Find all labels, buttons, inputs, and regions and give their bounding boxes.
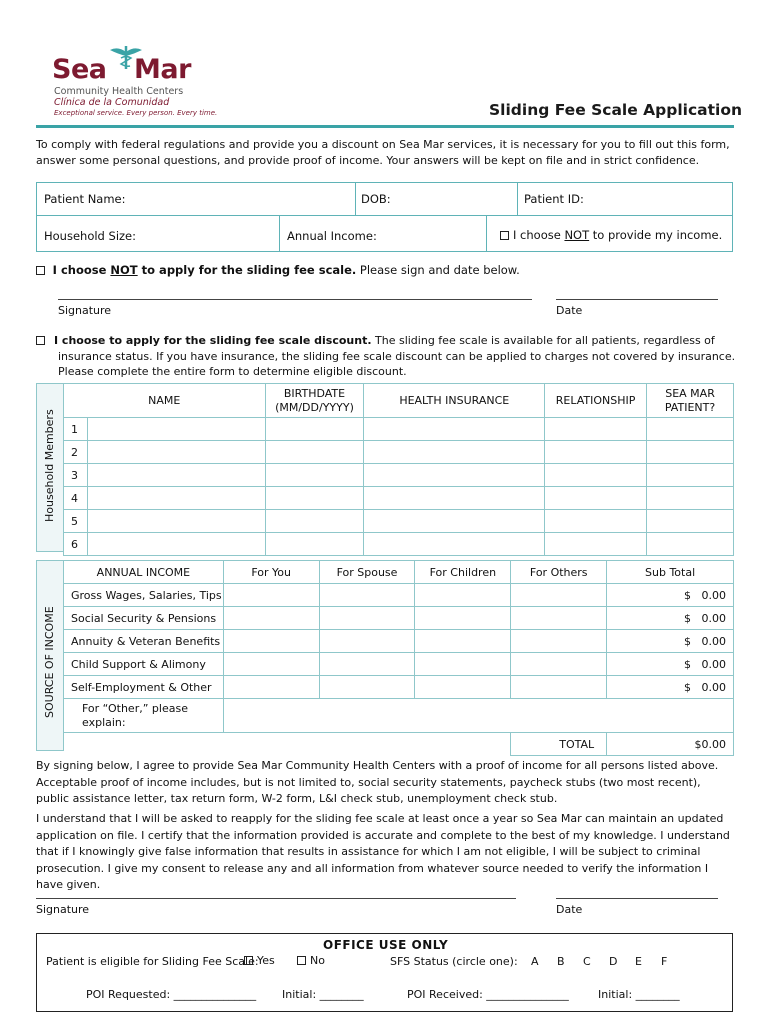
household-size-field[interactable]: Household Size:: [44, 229, 136, 243]
eligible-no-option[interactable]: [297, 954, 325, 967]
no-income-option[interactable]: [500, 228, 722, 242]
income-label: Social Security & Pensions: [64, 607, 224, 630]
sfs-option-e[interactable]: E: [635, 955, 642, 968]
birthdate-cell[interactable]: [265, 533, 364, 556]
subtotal-cell: [607, 653, 734, 676]
for-others-cell[interactable]: [511, 584, 607, 607]
total-value: $0.00: [607, 733, 734, 756]
name-cell[interactable]: [87, 533, 265, 556]
household-header-row: [64, 384, 734, 418]
total-spacer: [64, 733, 511, 756]
relationship-cell[interactable]: [545, 510, 647, 533]
patient-cell[interactable]: [647, 487, 734, 510]
for-children-cell[interactable]: [415, 676, 511, 699]
final-signature-label: Signature: [36, 903, 90, 916]
patient-box-divider: [37, 215, 732, 216]
logo-word-mar: Mar: [134, 54, 191, 85]
name-cell[interactable]: [87, 441, 265, 464]
insurance-cell[interactable]: [364, 510, 545, 533]
divider: [279, 215, 280, 251]
other-explain-row: [64, 699, 734, 733]
relationship-cell[interactable]: [545, 487, 647, 510]
title-rule: [36, 125, 734, 128]
poi-requested-field[interactable]: POI Requested: _______________: [86, 988, 257, 1001]
header-for-others: For Others: [511, 561, 607, 584]
for-spouse-cell[interactable]: [319, 630, 415, 653]
patient-name-field[interactable]: Patient Name:: [44, 192, 126, 206]
income-table: [63, 560, 734, 756]
currency-sign: $: [684, 634, 691, 648]
relationship-cell[interactable]: [545, 441, 647, 464]
subtotal-cell: [607, 584, 734, 607]
no-checkbox[interactable]: [297, 956, 306, 965]
subtotal-cell: [607, 607, 734, 630]
annual-income-field[interactable]: Annual Income:: [287, 229, 377, 243]
poi-received-field[interactable]: POI Received: _______________: [407, 988, 569, 1001]
patient-cell[interactable]: [647, 510, 734, 533]
no-income-text-post: to provide my income.: [589, 228, 723, 242]
header-health-insurance: HEALTH INSURANCE: [364, 384, 545, 418]
opt-out-rest: Please sign and date below.: [356, 263, 520, 277]
for-you-cell[interactable]: [223, 676, 319, 699]
table-row: [64, 441, 734, 464]
opt-in-option[interactable]: [36, 333, 736, 380]
for-spouse-cell[interactable]: [319, 584, 415, 607]
for-you-cell[interactable]: [223, 653, 319, 676]
opt-in-bold: I choose to apply for the sliding fee scale discount.: [54, 334, 372, 347]
row-number: 5: [64, 510, 88, 533]
header-name: NAME: [64, 384, 266, 418]
office-use-box: [36, 933, 733, 1012]
subtotal-cell: [607, 630, 734, 653]
insurance-cell[interactable]: [364, 441, 545, 464]
table-row: [64, 418, 734, 441]
subtotal-value: 0.00: [701, 588, 726, 602]
row-number: 1: [64, 418, 88, 441]
insurance-cell[interactable]: [364, 533, 545, 556]
header-sea-mar-patient: SEA MAR PATIENT?: [647, 384, 734, 418]
table-row: [64, 676, 734, 699]
page-title: Sliding Fee Scale Application: [489, 101, 743, 119]
opt-out-signature-label: Signature: [58, 304, 112, 317]
no-income-text-not: NOT: [564, 228, 590, 242]
sfs-option-a[interactable]: A: [531, 955, 539, 968]
other-explain-field[interactable]: [223, 699, 733, 733]
table-row: [64, 630, 734, 653]
header-for-you: For You: [223, 561, 319, 584]
row-number: 2: [64, 441, 88, 464]
for-spouse-cell[interactable]: [319, 653, 415, 676]
logo-subtitle: Community Health Centers: [54, 86, 184, 97]
for-you-cell[interactable]: [223, 630, 319, 653]
birthdate-cell[interactable]: [265, 487, 364, 510]
birthdate-cell[interactable]: [265, 418, 364, 441]
opt-out-bold-pre: I choose: [52, 263, 111, 277]
currency-sign: $: [684, 611, 691, 625]
sfs-option-d[interactable]: D: [609, 955, 618, 968]
table-row: [64, 510, 734, 533]
header-relationship: RELATIONSHIP: [545, 384, 647, 418]
income-label: Annuity & Veteran Benefits: [64, 630, 224, 653]
patient-cell[interactable]: [647, 441, 734, 464]
income-label: Child Support & Alimony: [64, 653, 224, 676]
patient-info-box: [36, 182, 733, 252]
eligible-yes-option[interactable]: [244, 954, 275, 967]
logo-word-sea: Sea: [52, 54, 107, 85]
header-for-spouse: For Spouse: [319, 561, 415, 584]
for-you-cell[interactable]: [223, 607, 319, 630]
opt-in-checkbox[interactable]: [36, 336, 45, 345]
patient-cell[interactable]: [647, 418, 734, 441]
relationship-cell[interactable]: [545, 533, 647, 556]
relationship-cell[interactable]: [545, 464, 647, 487]
table-row: [64, 464, 734, 487]
header-for-children: For Children: [415, 561, 511, 584]
insurance-cell[interactable]: [364, 487, 545, 510]
table-row: [64, 584, 734, 607]
row-number: 6: [64, 533, 88, 556]
name-cell[interactable]: [87, 464, 265, 487]
total-row: [64, 733, 734, 756]
subtotal-value: 0.00: [701, 611, 726, 625]
final-date-label: Date: [556, 903, 583, 916]
divider: [355, 183, 356, 215]
yes-label: Yes: [257, 954, 275, 967]
for-spouse-cell[interactable]: [319, 676, 415, 699]
income-label: Gross Wages, Salaries, Tips: [64, 584, 224, 607]
for-others-cell[interactable]: [511, 676, 607, 699]
opt-out-option[interactable]: [36, 263, 736, 277]
dob-field[interactable]: DOB:: [361, 192, 391, 206]
opt-out-date-line[interactable]: [556, 299, 718, 300]
office-use-title: OFFICE USE ONLY: [323, 938, 449, 952]
birthdate-cell[interactable]: [265, 441, 364, 464]
header-annual-income: ANNUAL INCOME: [64, 561, 224, 584]
subtotal-cell: [607, 676, 734, 699]
table-row: [64, 487, 734, 510]
logo-spanish: Clínica de la Comunidad: [54, 97, 170, 108]
row-number: 4: [64, 487, 88, 510]
table-row: [64, 653, 734, 676]
subtotal-value: 0.00: [701, 634, 726, 648]
initial-1-field[interactable]: Initial: ________: [282, 988, 364, 1001]
other-explain-label: For “Other,” please explain:: [64, 699, 224, 733]
currency-sign: $: [684, 657, 691, 671]
header-birthdate: BIRTHDATE (MM/DD/YYYY): [265, 384, 364, 418]
divider: [486, 215, 487, 251]
for-children-cell[interactable]: [415, 630, 511, 653]
for-children-cell[interactable]: [415, 607, 511, 630]
opt-out-date-label: Date: [556, 304, 583, 317]
header-sub-total: Sub Total: [607, 561, 734, 584]
for-you-cell[interactable]: [223, 584, 319, 607]
name-cell[interactable]: [87, 487, 265, 510]
final-date-line[interactable]: [556, 898, 718, 899]
patient-id-field[interactable]: Patient ID:: [524, 192, 584, 206]
no-income-text-pre: I choose: [513, 228, 565, 242]
sfs-option-b[interactable]: B: [557, 955, 565, 968]
opt-in-rest: The sliding fee scale is available for all patients, regardless of insurance status. If you have insurance, the sliding fee scale discount can be applied to charges not covered by insurance. Please complete the entire form to determine eligible discount.: [58, 334, 736, 378]
name-cell[interactable]: [87, 418, 265, 441]
sea-mar-logo: [52, 44, 218, 118]
birthdate-cell[interactable]: [265, 464, 364, 487]
for-children-cell[interactable]: [415, 653, 511, 676]
for-spouse-cell[interactable]: [319, 607, 415, 630]
logo-tagline: Exceptional service. Every person. Every time.: [54, 109, 218, 117]
opt-out-bold-post: to apply for the sliding fee scale.: [137, 263, 357, 277]
sfs-option-c[interactable]: C: [583, 955, 591, 968]
for-others-cell[interactable]: [511, 607, 607, 630]
birthdate-cell[interactable]: [265, 510, 364, 533]
household-side-label: Household Members: [43, 409, 56, 522]
currency-sign: $: [684, 680, 691, 694]
insurance-cell[interactable]: [364, 418, 545, 441]
initial-2-field[interactable]: Initial: ________: [598, 988, 680, 1001]
sfs-status-label: SFS Status (circle one):: [390, 955, 518, 968]
sfs-option-f[interactable]: F: [661, 955, 668, 968]
household-table: [63, 383, 734, 556]
total-label: TOTAL: [511, 733, 607, 756]
subtotal-value: 0.00: [701, 680, 726, 694]
opt-out-checkbox[interactable]: [36, 266, 45, 275]
insurance-cell[interactable]: [364, 464, 545, 487]
table-row: [64, 607, 734, 630]
final-signature-line[interactable]: [36, 898, 516, 899]
patient-cell[interactable]: [647, 464, 734, 487]
for-others-cell[interactable]: [511, 630, 607, 653]
income-side-label: SOURCE OF INCOME: [43, 606, 56, 718]
opt-out-bold-not: NOT: [110, 263, 138, 277]
opt-out-signature-line[interactable]: [58, 299, 532, 300]
no-income-checkbox[interactable]: [500, 231, 509, 240]
name-cell[interactable]: [87, 510, 265, 533]
income-header-row: [64, 561, 734, 584]
divider: [517, 183, 518, 215]
eligible-label: Patient is eligible for Sliding Fee Scale:: [46, 955, 259, 968]
subtotal-value: 0.00: [701, 657, 726, 671]
consent-paragraph-2: I understand that I will be asked to reapply for the sliding fee scale at least once a year so Sea Mar can maintain an updated application on file. I certify that the information provided is accurate and complete to the best of my knowledge. I understand that if I knowingly give false information that results in assistance for which I am not eligible, I will be subject to criminal prosecution. I give my consent to release any and all information from whatever source needed to verify the information I have given.: [36, 812, 730, 891]
income-label: Self-Employment & Other: [64, 676, 224, 699]
for-others-cell[interactable]: [511, 653, 607, 676]
patient-cell[interactable]: [647, 533, 734, 556]
intro-paragraph: To comply with federal regulations and provide you a discount on Sea Mar services, it is necessary for you to fill out this form, answer some personal questions, and provide proof of income. Your answers will be kept on file and in strict confidence.: [36, 138, 730, 167]
yes-checkbox[interactable]: [244, 956, 253, 965]
for-children-cell[interactable]: [415, 584, 511, 607]
currency-sign: $: [684, 588, 691, 602]
table-row: [64, 533, 734, 556]
no-label: No: [310, 954, 325, 967]
relationship-cell[interactable]: [545, 418, 647, 441]
consent-paragraph-1: By signing below, I agree to provide Sea Mar Community Health Centers with a proof of income for all persons listed above. Acceptable proof of income includes, but is not limited to, social security statements, paycheck stubs (two most recent), public assistance letter, tax return form, W-2 form, L&I check stub, unemployment check stub.: [36, 759, 719, 805]
row-number: 3: [64, 464, 88, 487]
